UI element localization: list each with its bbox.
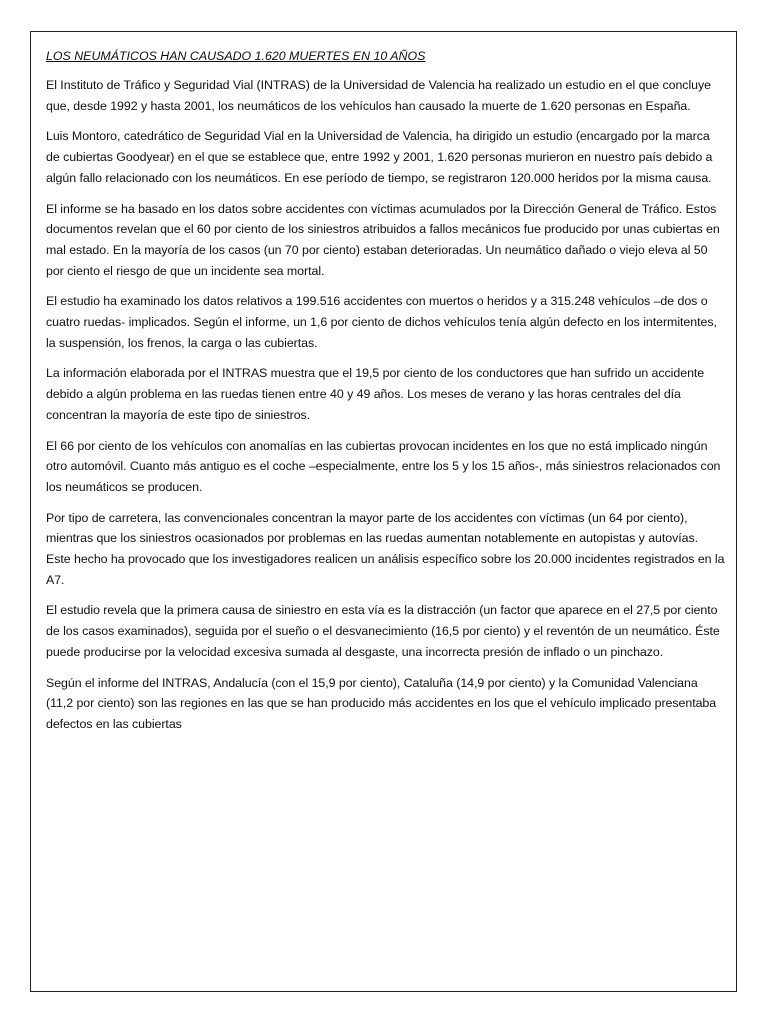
paragraph-3: El informe se ha basado en los datos sobre accidentes con víctimas acumulados por la Dirección General de Tráfico. Estos documentos revelan que el 60 por ciento de los siniestros atribuidos a fallos mecánicos fue producido por unas cubiertas en mal estado. En la mayoría de los casos (un 70 por ciento) estaban deterioradas. Un neumático dañado o viejo eleva al 50 por ciento el riesgo de que un incidente sea mortal.: [46, 201, 720, 278]
paragraph-6: El 66 por ciento de los vehículos con anomalías en las cubiertas provocan incidentes en los que no está implicado ningún otro automóvil. Cuanto más antiguo es el coche –especialmente, entre los 5 y los 15 años-, más siniestros relacionados con los neumáticos se producen.: [46, 438, 721, 494]
document-title: LOS NEUMÁTICOS HAN CAUSADO 1.620 MUERTES EN 10 AÑOS: [46, 49, 426, 63]
paragraph-4: El estudio ha examinado los datos relativos a 199.516 accidentes con muertos o heridos y a 315.248 vehículos –de dos o cuatro ruedas- implicados. Según el informe, un 1,6 por ciento de dichos vehículos tenía algún defecto en los intermitentes, la suspensión, los frenos, la carga o las cubiertas.: [46, 294, 717, 350]
document-body: [46, 46, 726, 745]
paragraph-7: Por tipo de carretera, las convencionales concentran la mayor parte de los accidentes con víctimas (un 64 por ciento), mientras que los siniestros ocasionados por problemas en las ruedas aumentan notablemente en autopistas y autovías. Este hecho ha provocado que los investigadores realicen un análisis específico sobre los 20.000 incidentes registrados en la A7.: [46, 510, 725, 587]
paragraph-1: El Instituto de Tráfico y Seguridad Vial (INTRAS) de la Universidad de Valencia ha realizado un estudio en el que concluye que, desde 1992 y hasta 2001, los neumáticos de los vehículos han causado la muerte de 1.620 personas en España.: [46, 78, 711, 113]
paragraph-9: Según el informe del INTRAS, Andalucía (con el 15,9 por ciento), Cataluña (14,9 por ciento) y la Comunidad Valenciana (11,2 por ciento) son las regiones en las que se han producido más accidentes en los que el vehículo implicado presentaba defectos en las cubiertas: [46, 675, 717, 731]
paragraph-5: La información elaborada por el INTRAS muestra que el 19,5 por ciento de los conductores que han sufrido un accidente debido a algún problema en las ruedas tienen entre 40 y 49 años. Los meses de verano y las horas centrales del día concentran la mayoría de este tipo de siniestros.: [46, 366, 705, 422]
paragraph-8: El estudio revela que la primera causa de siniestro en esta vía es la distracción (un factor que aparece en el 27,5 por ciento de los casos examinados), seguida por el sueño o el desvanecimiento (16,5 por ciento) y el reventón de un neumático. Éste puede producirse por la velocidad excesiva sumada al desgaste, una incorrecta presión de inflado o un pinchazo.: [46, 603, 720, 659]
paragraph-2: Luis Montoro, catedrático de Seguridad Vial en la Universidad de Valencia, ha dirigido un estudio (encargado por la marca de cubiertas Goodyear) en el que se establece que, entre 1992 y 2001, 1.620 personas murieron en nuestro país debido a algún fallo relacionado con los neumáticos. En ese período de tiempo, se registraron 120.000 heridos por la misma causa.: [46, 129, 713, 185]
